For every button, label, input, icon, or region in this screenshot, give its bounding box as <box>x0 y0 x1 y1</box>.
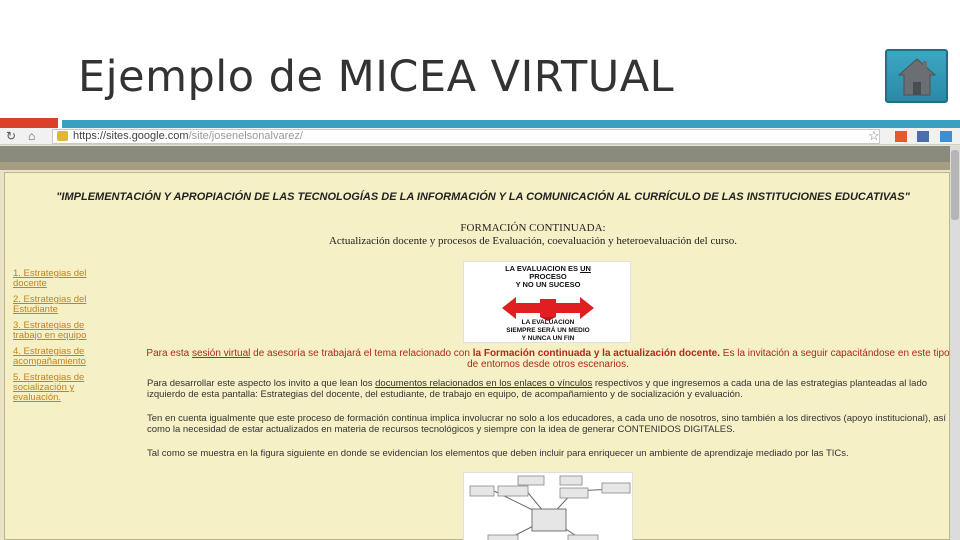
nav-link-estudiante[interactable]: 2. Estrategias del Estudiante <box>13 294 87 315</box>
home-icon <box>895 55 939 99</box>
site-header-strip <box>0 162 960 170</box>
eval-image-top-text: LA EVALUACION ES UN PROCESO Y NO UN SUCESO <box>505 264 591 289</box>
site-header-bar <box>0 146 960 162</box>
address-bar[interactable] <box>52 129 880 144</box>
nav-link-socializacion[interactable]: 5. Estrategias de socialización y evaluación. <box>13 372 85 403</box>
reload-icon[interactable]: ↻ <box>6 129 17 143</box>
evaluation-image <box>463 261 631 343</box>
nav-link-trabajo-equipo[interactable]: 3. Estrategias de trabajo en equipo <box>13 320 87 341</box>
browser-toolbar <box>0 128 960 145</box>
scrollbar-thumb[interactable] <box>951 150 959 220</box>
site-page <box>4 172 950 540</box>
url-path: /site/josenelsonalvarez/ <box>188 130 303 142</box>
url-host: https://sites.google.com <box>73 130 189 142</box>
browser-screenshot <box>0 128 960 540</box>
nav-link-docente[interactable]: 1. Estrategias del docente <box>13 268 87 289</box>
side-nav <box>13 269 113 409</box>
browser-home-icon[interactable]: ⌂ <box>28 129 36 143</box>
documents-link[interactable]: documentos relacionados en los enlaces o vínculos <box>375 378 593 389</box>
page-subtitle-2: Actualización docente y procesos de Evaluación, coevaluación y heteroevaluación del curso. <box>328 235 738 247</box>
paragraph-figure-intro: Tal como se muestra en la figura siguiente en donde se evidencian los elementos que deben incluir para enriquecer un ambiente de aprendizaje mediado por las TICs. <box>147 448 849 459</box>
diagram-graphic <box>464 473 634 540</box>
learning-environment-diagram <box>463 472 633 540</box>
accent-bar-blue <box>62 120 960 128</box>
extension-plus-icon[interactable] <box>895 131 907 142</box>
accent-bar-red <box>0 118 58 128</box>
red-arrows-icon <box>502 295 594 321</box>
page-subtitle: FORMACIÓN CONTINUADA: <box>460 222 606 234</box>
home-button[interactable] <box>885 49 948 103</box>
extension-icon-2[interactable] <box>940 131 952 142</box>
eval-image-bottom-text: LA EVALUACION SIEMPRE SERÁ UN MEDIO Y NUNCA UN FIN <box>506 319 590 342</box>
session-announcement: Para esta sesión virtual de asesoría se trabajará el tema relacionado con la Formación continuada y la actualización docente. Es la invitación a seguir capacitándose en este tipo de entornos desde otros escenarios. <box>146 348 950 370</box>
bookmark-star-icon[interactable]: ☆ <box>868 128 880 143</box>
page-scrollbar[interactable] <box>950 146 960 540</box>
session-link[interactable]: sesión virtual <box>192 348 251 359</box>
slide-title: Ejemplo de MICEA VIRTUAL <box>78 52 675 102</box>
extension-icon[interactable] <box>917 131 929 142</box>
site-lock-icon <box>57 131 68 141</box>
nav-link-acompanamiento[interactable]: 4. Estrategias de acompañamiento <box>13 346 86 367</box>
paragraph-instructions: Para desarrollar este aspecto los invito a que lean los documentos relacionados en los enlaces o vínculos respectivos y que ingresemos a cada una de las estrategias planteadas al lado izquierdo de esta pantalla: Estrategias del docente, del estudiante, de trabajo en equipo, de acompañamiento y de socialización y evaluación. <box>147 378 928 400</box>
page-heading: "IMPLEMENTACIÓN Y APROPIACIÓN DE LAS TECNOLOGÍAS DE LA INFORMACIÓN Y LA COMUNICACIÓN AL CURRÍCULO DE LAS INSTITUCIONES EDUCATIVAS" <box>56 191 910 203</box>
paragraph-formation: Ten en cuenta igualmente que este proceso de formación continua implica involucrar no solo a los educadores, a cada uno de nosotros, sino también a los directivos (apoyo institucional), así como la necesidad de estar actualizados en materia de recursos tecnológicos y siempre con la idea de generar CONTENIDOS DIGITALES. <box>147 413 946 435</box>
